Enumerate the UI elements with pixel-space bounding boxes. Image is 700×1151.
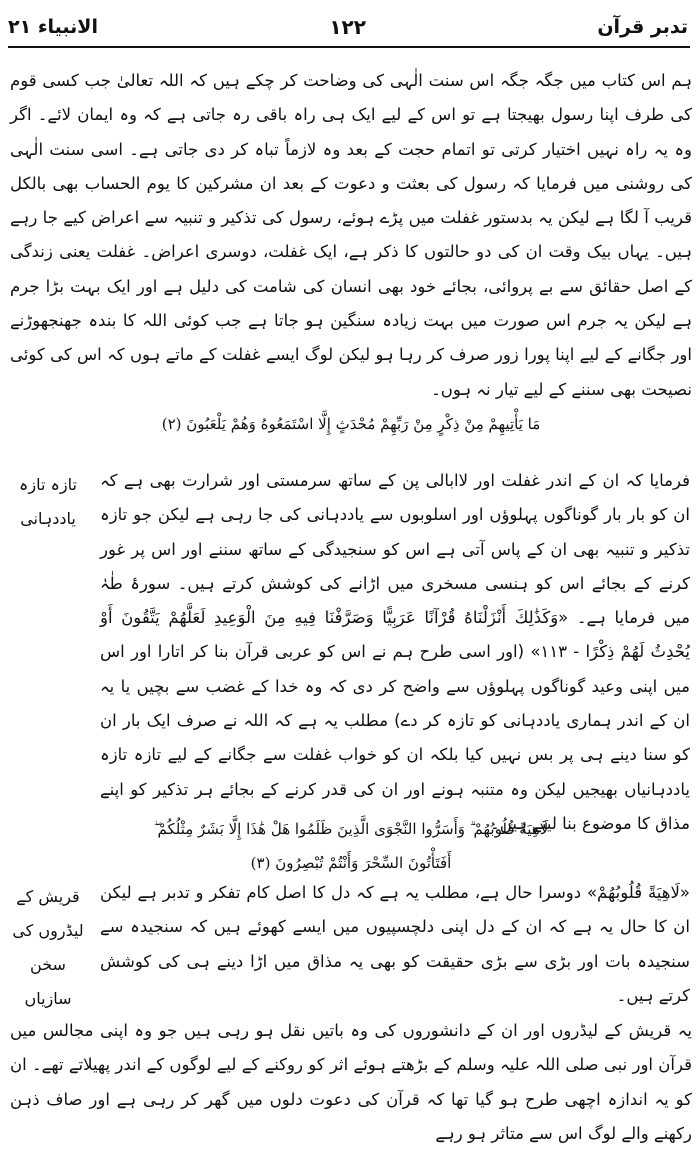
reminder-paragraph: فرمایا کہ ان کے اندر غفلت اور لاابالی پن کے ساتھ سرمستی اور شرارت بھی ہے کہ ان کو بار بار گوناگوں پہلوؤں اور اسلوبوں سے یاددہانی کی جا رہی ہے لیکن جو تازہ تذکیر و تنبیہ بھی ان کے پاس آتی ہے اس کو سنجیدگی کے ساتھ سننے اور اس پر غور کرنے کے بجائے اس کو ہنسی مسخری میں اڑانے کی کوشش کرتے ہیں۔ سورۂ طٰہٰ میں فرمایا ہے۔ «وَكَذَٰلِكَ أَنْزَلْنَاهُ قُرْآنًا عَرَبِيًّا وَصَرَّفْنَا فِيهِ مِنَ الْوَعِيدِ لَعَلَّهُمْ يَتَّقُونَ أَوْ يُحْدِثُ لَهُمْ ذِكْرًا - ۱۱۳» (اور اسی طرح ہم نے اس کو عربی قرآن بنا کر اتارا اور اس میں اپنی وعید گوناگوں پہلوؤں سے واضح کر دی کہ وہ خدا کے غضب سے بچیں یا یہ ان کے اندر ہماری یاددہانی کو تازہ کر دے) مطلب یہ ہے کہ اللہ نے صرف ایک بار ان کو سنا دینے ہی پر بس نہیں کیا بلکہ ان کو خواب غفلت سے جگانے کے لیے تازہ تازہ یاددہانیاں بھیجیں لیکن وہ متنبہ ہونے اور ان کی قدر کرنے کے بجائے ہر تذکیر کو اپنے مذاق کا موضوع بنا لیتے ہیں۔ bbox=[100, 471, 690, 833]
section-quraysh bbox=[100, 876, 690, 1013]
page-number: ۱۲۲ bbox=[329, 15, 366, 39]
intro-paragraph: ہم اس کتاب میں جگہ جگہ اس سنت الٰہی کی وضاحت کر چکے ہیں کہ اللہ تعالیٰ جب کسی قوم کی طرف اپنا رسول بھیجتا ہے تو اس کے لیے ایک ہی راہ باقی رہ جاتی ہے کہ وہ ایمان لائے۔ اگر وہ یہ راہ نہیں اختیار کرتی تو اتمام حجت کے بعد وہ لازماً تباہ کر دی جاتی ہے۔ اسی سنت الٰہی کی روشنی میں فرمایا کہ رسول کی بعثت و دعوت کے بعد ان مشرکین کا یوم الحساب بھی بالکل قریب آ لگا ہے لیکن یہ بدستور غفلت میں پڑے ہوئے، رسول کی تذکیر و تنبیہ سے اعراض کیے جا رہے ہیں۔ یہاں بیک وقت ان کی دو حالتوں کا ذکر ہے، ایک غفلت، دوسری اعراض۔ غفلت یعنی زندگی کے اصل حقائق سے بے پروائی، بجائے خود بھی انسان کی شامت کی دلیل ہے اور ایک بہت بڑا جرم ہے لیکن یہ جرم اس صورت میں بہت زیادہ سنگین ہو جاتا ہے جب کوئی اللہ کا بندہ جھنجھوڑنے اور جگانے کے لیے اپنا پورا زور صرف کر رہا ہو لیکن لوگ ایسے غفلت کے ماتے ہوں کہ اس کی کوئی نصیحت بھی سننے کے لیے تیار نہ ہوں۔ bbox=[10, 71, 692, 399]
quran-verse-3-line2: أَفَتَأْتُونَ السِّحْرَ وَأَنْتُمْ تُبْصِرُونَ (۳) bbox=[250, 854, 452, 872]
section-intro bbox=[10, 64, 692, 441]
surah-title: الانبیاء ۲۱ bbox=[8, 16, 98, 38]
quraysh-paragraph-2: یہ قریش کے لیڈروں اور ان کے دانشوروں کی وہ باتیں نقل ہو رہی ہیں جو وہ اپنی مجالس میں قرآن اور نبی صلی اللہ علیہ وسلم کے بڑھتے ہوئے اثر کو روکنے کے لیے لوگوں کے اندر پھیلاتے تھے۔ ان کو یہ اندازہ اچھی طرح ہو گیا تھا کہ قرآن کی دعوت دلوں میں گھر کر رہی ہے اور صاف ذہن رکھنے والے لوگ اس سے متاثر ہو رہے bbox=[10, 1021, 692, 1143]
book-title: تدبر قرآن bbox=[597, 16, 688, 38]
section-reminder bbox=[100, 464, 690, 841]
quraysh-paragraph-1: «لَاهِيَةً قُلُوبُهُمْ» دوسرا حال ہے، مطلب یہ ہے کہ دل کا اصل کام تفکر و تدبر ہے لیکن ان کا حال یہ ہے کہ ان کے دل اپنی دلچسپیوں میں ایسے کھوئے ہیں کہ سنجیدہ سے سنجیدہ بات اور بڑی سے بڑی حقیقت کو بھی یہ مذاق میں اڑا دینے ہی کی کوشش کرتے ہیں۔ bbox=[100, 883, 690, 1005]
quran-verse-3-line1: لَاهِيَةً قُلُوبُهُمْ ۗ وَأَسَرُّوا النَّجْوَى الَّذِينَ ظَلَمُوا هَلْ هَٰذَا إِلَّا بَشَرٌ مِثْلُكُمْ ۖ bbox=[153, 820, 549, 838]
quran-verse-2: مَا يَأْتِيهِمْ مِنْ ذِكْرٍ مِنْ رَبِّهِمْ مُحْدَثٍ إِلَّا اسْتَمَعُوهُ وَهُمْ يَلْعَبُونَ (۲) bbox=[161, 414, 541, 433]
section-quraysh-continued bbox=[10, 1014, 692, 1151]
verse-block-3 bbox=[10, 812, 692, 880]
margin-note-quraysh: قریش کے لیڈروں کی سخن سازیاں bbox=[12, 887, 84, 1008]
header-rule bbox=[8, 46, 690, 48]
margin-note-reminder: تازہ تازہ یاددہانی bbox=[19, 475, 77, 528]
page-header bbox=[8, 10, 688, 44]
